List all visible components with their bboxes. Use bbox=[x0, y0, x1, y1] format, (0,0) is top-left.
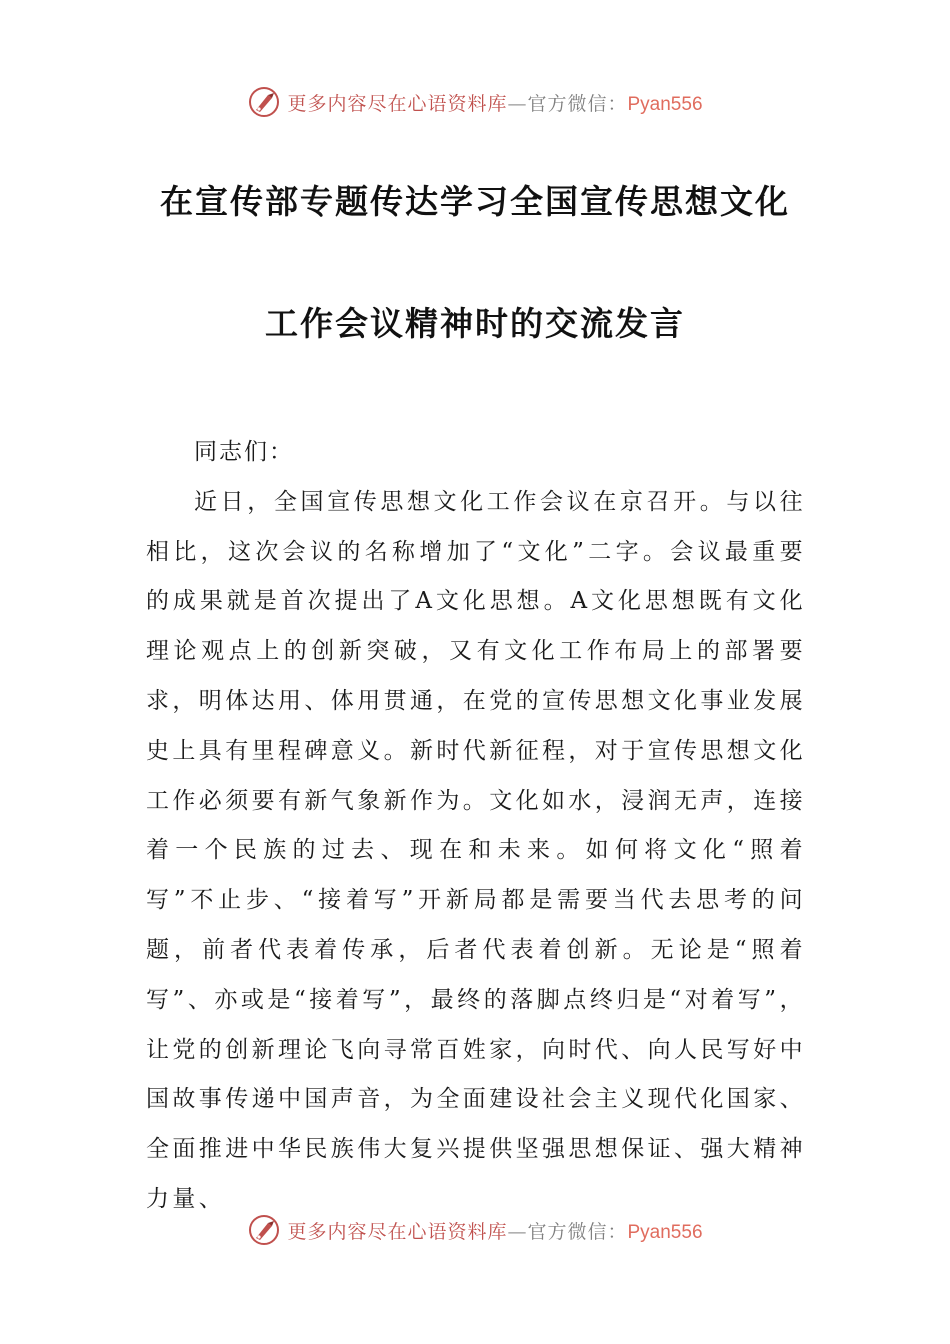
banner-wechat-id: Pyan556 bbox=[627, 93, 703, 115]
pen-nib-logo-icon bbox=[247, 85, 281, 119]
body-paragraph: 近日，全国宣传思想文化工作会议在京召开。与以往相比，这次会议的名称增加了“文化”二字。会议最重要的成果就是首次提出了A文化思想。A文化思想既有文化理论观点上的创新突破，又有文化工作布局上的部署要求，明体达用、体用贯通，在党的宣传思想文化事业发展史上具有里程碑意义。新时代新征程，对于宣传思想文化工作必须要有新气象新作为。文化如水，浸润无声，连接着一个民族的过去、现在和未来。如何将文化“照着写”不止步、“接着写”开新局都是需要当代去思考的问题，前者代表着传承，后者代表着创新。无论是“照着写”、亦或是“接着写”，最终的落脚点终归是“对着写”，让党的创新理论飞向寻常百姓家，向时代、向人民写好中国故事传递中国声音，为全面建设社会主义现代化国家、全面推进中华民族伟大复兴提供坚强思想保证、强大精神力量、 bbox=[146, 488, 806, 1212]
banner-wechat-label: 官方微信： bbox=[527, 92, 628, 115]
banner-lead-text: 更多内容尽在心语资料库 bbox=[287, 1220, 508, 1243]
footer-banner bbox=[0, 1210, 950, 1250]
salutation: 同志们： bbox=[194, 439, 294, 465]
document-body bbox=[146, 428, 806, 1225]
pen-nib-logo-icon bbox=[247, 1213, 281, 1247]
document-title-line-1: 在宣传部专题传达学习全国宣传思想文化 bbox=[160, 182, 790, 221]
banner-wechat-label: 官方微信： bbox=[527, 1220, 628, 1243]
banner-wechat-id: Pyan556 bbox=[627, 1221, 703, 1243]
header-banner bbox=[0, 82, 950, 122]
footer-banner-text bbox=[287, 1217, 702, 1244]
document-title-line-2: 工作会议精神时的交流发言 bbox=[265, 304, 685, 343]
banner-dash: — bbox=[507, 1220, 528, 1243]
banner-lead-text: 更多内容尽在心语资料库 bbox=[287, 92, 508, 115]
header-banner-text bbox=[287, 89, 702, 116]
footer-banner-content bbox=[247, 1213, 702, 1247]
header-banner-content bbox=[247, 85, 702, 119]
banner-dash: — bbox=[507, 92, 528, 115]
